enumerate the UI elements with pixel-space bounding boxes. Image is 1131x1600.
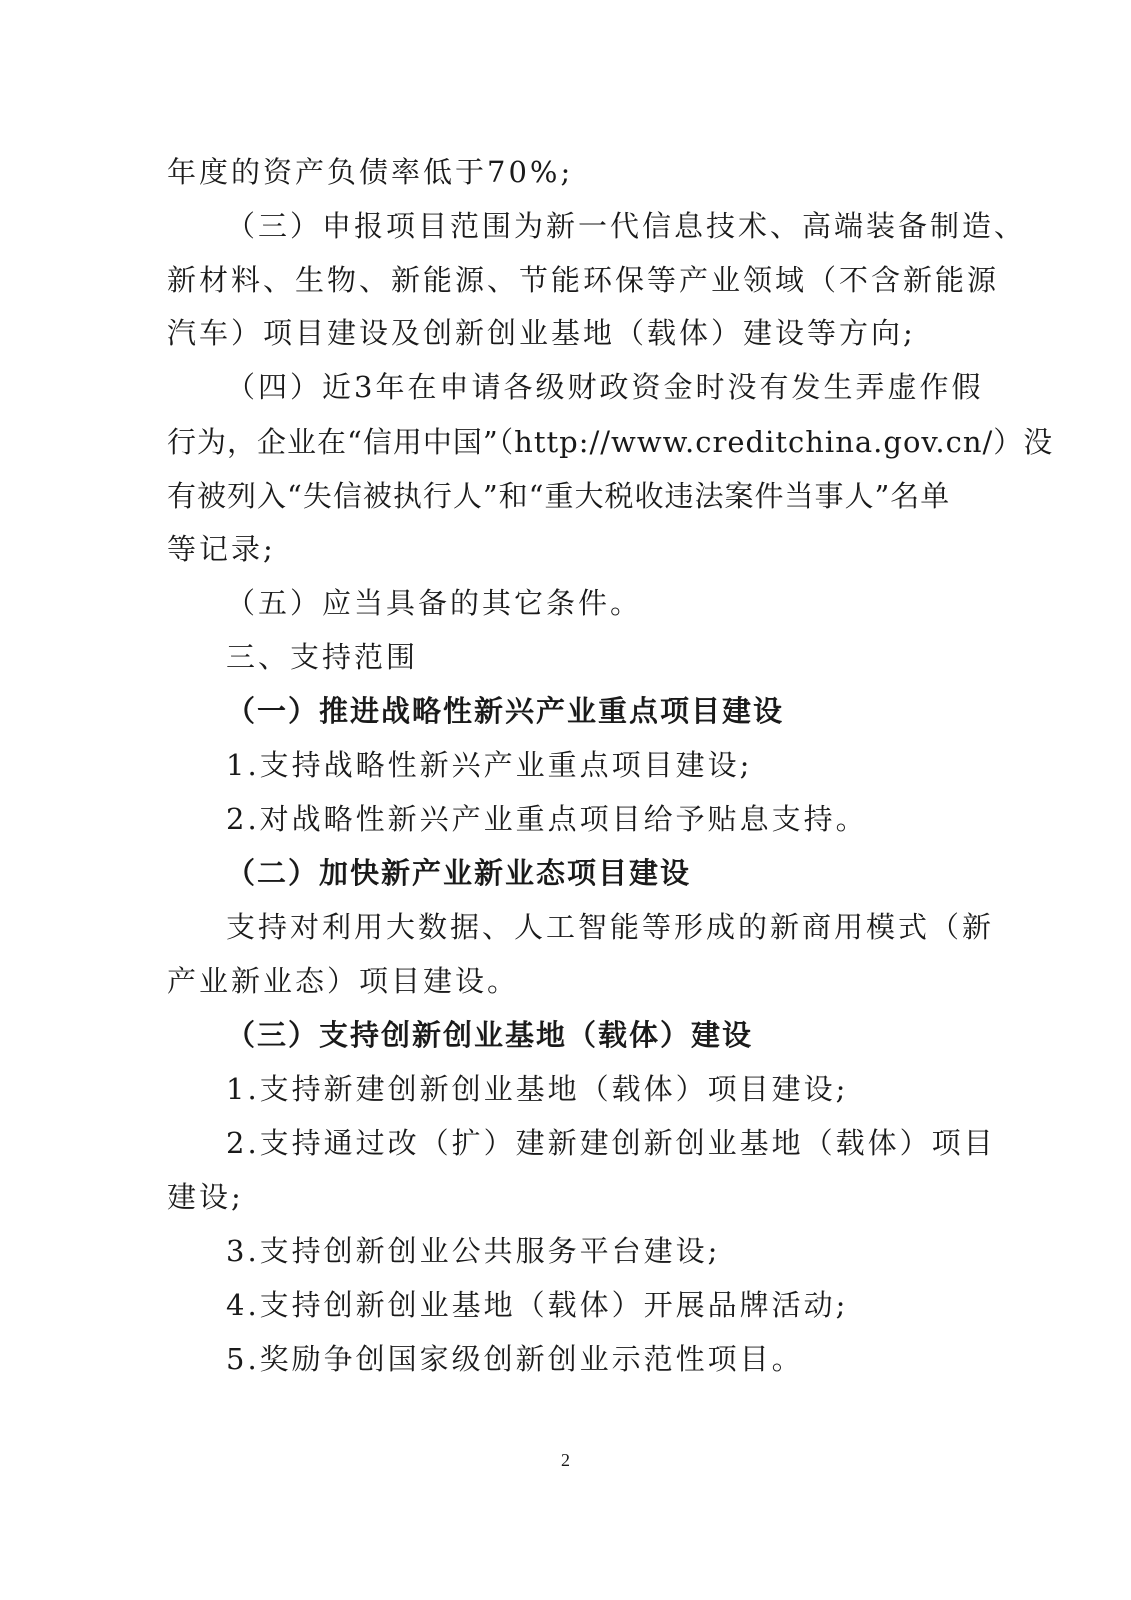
text-line: 1.支持战略性新兴产业重点项目建设; [226,748,753,782]
text-line: （五）应当具备的其它条件。 [226,586,643,620]
text-line: 年度的资产负债率低于70%; [167,155,574,189]
text-line: 1.支持新建创新创业基地（载体）项目建设; [226,1072,849,1106]
text-line: 2.对战略性新兴产业重点项目给予贴息支持。 [226,802,868,836]
text-line: （三）申报项目范围为新一代信息技术、高端装备制造、 [226,209,1027,243]
section-heading: 三、支持范围 [226,640,419,674]
text-line: 4.支持创新创业基地（载体）开展品牌活动; [226,1288,849,1322]
text-line: 行为，企业在“信用中国”（http://www.creditchina.gov.cn/）没 [167,425,1054,459]
text-line: 新材料、生物、新能源、节能环保等产业领域（不含新能源 [167,263,1000,297]
page-number: 2 [561,1450,570,1470]
text-line: 汽车）项目建设及创新创业基地（载体）建设等方向; [167,316,916,350]
text-line: 产业新业态）项目建设。 [167,964,520,998]
text-line: 3.支持创新创业公共服务平台建设; [226,1234,721,1268]
text-line: 支持对利用大数据、人工智能等形成的新商用模式（新 [226,910,995,944]
subsection-heading: （二）加快新产业新业态项目建设 [226,856,692,890]
text-line: 5.奖励争创国家级创新创业示范性项目。 [226,1342,804,1376]
subsection-heading: （一）推进战略性新兴产业重点项目建设 [226,694,785,728]
text-line: 2.支持通过改（扩）建新建创新创业基地（载体）项目 [226,1126,996,1160]
subsection-heading: （三）支持创新创业基地（载体）建设 [226,1018,754,1052]
text-line: 等记录; [167,532,276,566]
text-line: 有被列入“失信被执行人”和“重大税收违法案件当事人”名单 [167,479,951,513]
text-line: 建设; [167,1180,244,1214]
text-line: （四）近3年在申请各级财政资金时没有发生弄虚作假 [226,370,984,404]
